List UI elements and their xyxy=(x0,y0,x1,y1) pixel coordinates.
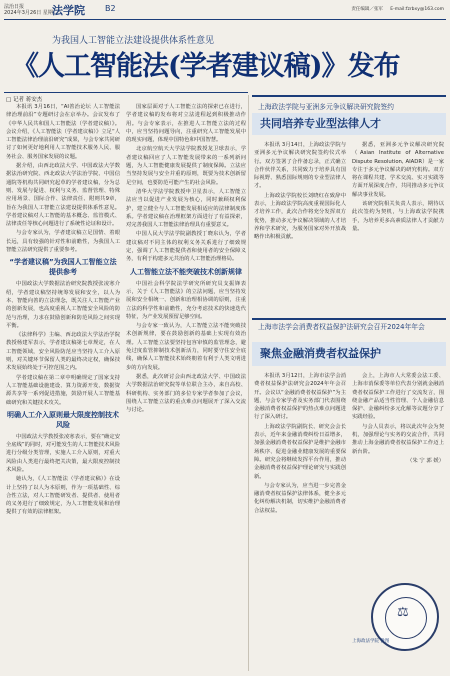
header-rule xyxy=(4,19,446,20)
paragraph: 《法律科学》主编、西北政法大学法治学院教授杨建军表示，学者建议稿第七章规定，在人工智能领域，安全风险防范应当坚持人工介入原则，对关键环节保留人类的最终决定权，确保技术发展始终处于可控范围之内。 xyxy=(6,332,120,372)
paragraph: 清华大学法学院教授申卫星表示，人工智能立法应当以促进产业发展为核心，同时兼顾权利保护，建立健全与人工智能发展相适应的法律制度体系。学者建议稿在治理框架方面进行了有益探索，对完善我国人工智能法律治理具有重要意义。 xyxy=(126,188,246,229)
paragraph: 本报讯 3月12日，上海市法学会消费者权益保护法研究会2024年年会召开。会议以“金融消费者权益保护”为主题，与会专家学者及实务部门代表围绕金融消费者权益保护的热点难点问题进行了深入研讨。 xyxy=(254,373,346,421)
logo-emblem-icon: ⚖ xyxy=(397,605,409,620)
paragraph: 与会专家一致认为，人工智能立法不能突破技术创新规律，要在鼓励创新的基础上实现有效治理。人工智能立法要坚持包容审慎的监管理念，避免过度监管抑制技术创新活力，同时要守住安全底线，确保人工智能技术始终朝着有利于人类文明进步的方向发展。 xyxy=(126,323,246,371)
main-byline: □ 记者 蒋安杰 xyxy=(6,97,43,103)
right2-title: 聚焦金融消费者权益保护 xyxy=(252,342,446,366)
paragraph: 上海政法学院副院长、研究会会长表示，近年来金融消费纠纷日益增多，加强金融消费者权益保护是维护金融市场秩序、促进金融业健康发展的重要保障。研究会将继续发挥平台作用，推动金融消费者权益保护理论研究与实践创新。 xyxy=(254,423,346,480)
page-header xyxy=(4,2,446,18)
right1-col1 xyxy=(254,141,346,311)
paragraph: 会上，上海市人大常委会法工委、上海市消保委等单位代表分别就金融消费者权益保护工作进行了交流发言，围绕金融产品适当性管理、个人金融信息保护、金融纠纷多元化解等议题分享了实践经验。 xyxy=(352,373,444,421)
paragraph: 学者建议稿在第二章中明确规定了国家支持人工智能基础设施建设、算力资源开发、数据资源共享等一系列促进措施，鼓励开展人工智能基础研究和关键技术攻关。 xyxy=(6,374,120,406)
title-rule xyxy=(4,92,248,93)
paragraph: 与会专家认为，学者建议稿立足国情、着眼长远，具有较强的针对性和前瞻性，为我国人工智能立法研究提供了重要参考。 xyxy=(6,230,120,254)
paragraph: 据悉，此次研讨会由西北政法大学、中国政法大学数据法治研究院等单位联合主办，来自高校、科研机构、实务部门的多位专家学者参加了会议，围绕人工智能立法的重点难点问题展开了深入交流与讨论。 xyxy=(126,373,246,414)
right1-title: 共同培养专业型法律人才 xyxy=(252,113,446,135)
right1-top-bar xyxy=(252,95,446,97)
paragraph: 与会人员表示，将以此次年会为契机，加强理论与实务的交流合作，共同推动上海金融消费者权益保护工作迈上新台阶。 xyxy=(352,423,444,455)
paragraph: 中国政法大学数据法治研究院教授张凌寒介绍，学者建议稿坚持统筹发展和安全，以人为本、智能向善的立法理念，既关注人工智能产业的创新发展，也高度重视人工智能安全风险的防范与治理，力求在鼓励创新和防范风险之间实现平衡。 xyxy=(6,281,120,329)
editor-label: 责任编辑／张军 xyxy=(351,7,383,12)
main-article-col1 xyxy=(6,103,120,671)
paragraph: 上海政法学院校长刘晓红在致辞中表示，上海政法学院高度重视国际化人才培养工作，此次合作将充分发挥双方优势，推动多元争议解决领域的人才培养和学术研究，为服务国家对外开放战略作出积极贡献。 xyxy=(254,192,346,241)
paragraph: 该研究院相关负责人表示，期待以此次签约为契机，与上海政法学院携手，为培养更多高素质法律人才贡献力量。 xyxy=(352,201,444,232)
header-right xyxy=(351,6,444,12)
paragraph: 中国政法大学教授张凌寒表示，要在“确定安全底线”的同时，对可能发生的人工智能技术风险进行分级分类管理，实施人工介入原则，对重大风险由人类进行最终把关决策，最大限度控制技术风险。 xyxy=(6,433,120,473)
page-number: B2 xyxy=(105,4,116,13)
section-heading: 明确人工介入原则最大限度控制技术风险 xyxy=(7,410,119,429)
paragraph: 本报讯 3月14日，上海政法学院与亚洲多元争议解决研究院签约仪式举行。双方签署了合作备忘录，正式确立合作伙伴关系，共同致力于培养具有国际视野、熟悉国际规则的专业型法律人才。 xyxy=(254,142,346,190)
author: （朱 宁 郭 媛） xyxy=(407,457,444,464)
paragraph: 与会专家认为，应当进一步完善金融消费者权益保护法律体系，健全多元化纠纷解决机制，切实维护金融消费者合法权益。 xyxy=(254,482,346,514)
paper-name-text: 法治日报 xyxy=(4,4,25,10)
right2-top-bar xyxy=(252,318,446,320)
paragraph: 她认为，《人工智能法（学者建议稿）》在设计上坚持了以人为本原则，作为一项基础性、综合性立法，对人工智能研发者、提供者、使用者的义务进行了细致规定，为人工智能发展和治理提供了有效的法律框架。 xyxy=(6,476,120,516)
right2-subtitle: 上海市法学会消费者权益保护法研究会召开2024年年会 xyxy=(258,323,425,331)
paragraph: 据介绍，由西北政法大学、中国政法大学数据法治研究院、西北政法大学法治学院、中国信通院等机构共同研究起草的学者建议稿，分为总则、发展与促进、权利与义务、监督管理、特殊应用场景、国际合作、法律责任、附则共9章，旨在为我国人工智能立法建设提供体系性意见。学者建议稿对人工智能的基本概念、监管模式、法律责任等核心问题进行了系统性论证和设计。 xyxy=(6,163,120,228)
issue-date: 2024年3月26日 星期二 xyxy=(4,10,58,16)
right1-col2 xyxy=(352,141,444,311)
section-heading: 人工智能立法不能突破技术创新规律 xyxy=(130,267,242,276)
paper-name xyxy=(4,4,58,16)
paragraph: 中国人民大学法学院副教授丁晓东认为，学者建议稿对不同主体的权利义务关系进行了细致规定，强调了人工智能提供者和使用者的安全保障义务，有利于构建多元共治的人工智能治理格局。 xyxy=(126,231,246,263)
right2-col1 xyxy=(254,372,346,670)
image-caption: 上海政法学院 供图 xyxy=(352,639,390,644)
main-title: 《人工智能法(学者建议稿)》发布 xyxy=(12,51,400,82)
editor-email: E-mail:fzrbxy@163.com xyxy=(390,7,444,12)
paragraph: 中国社会科学院法学研究所研究员支振锋表示，关于《人工智能法》的立法问题，应当坚持发展和安全相统一、创新和治理相协调的原则，注重立法的科学性和前瞻性，充分考虑技术的快速迭代特征，为产业发展预留足够空间。 xyxy=(126,280,246,320)
paragraph: 国家层面对于人工智能立法的探索已在进行，学者建议稿的发布将对立法进程起到积极推动作用。与会专家表示，在推进人工智能立法的过程中，应当坚持问题导向，注重研究人工智能发展中的现实问题，体现中国特色和中国智慧。 xyxy=(126,104,246,144)
paragraph: 据悉，亚洲多元争议解决研究院（Asian Institute of Alternative Dispute Resolution, AIADR）是一家专注于多元争议解决的研究机构。双方将在课程共建、学术交流、实习实践等方面开展深度合作，共同推动多元争议解决事业发展。 xyxy=(352,142,444,198)
section-heading: “学者建议稿”为我国人工智能立法提供参考 xyxy=(9,258,117,277)
right1-subtitle: 上海政法学院与亚洲多元争议解决研究院签约 xyxy=(258,103,394,111)
right2-col2 xyxy=(352,372,444,572)
main-article-col2 xyxy=(126,103,246,671)
section-name: 法学院 xyxy=(52,4,85,17)
column-divider xyxy=(248,95,249,671)
paragraph: 北京航空航天大学法学院教授龙卫球表示，学者建议稿回应了人工智能发展带来的一系列新问题，为人工智能健康发展提供了制度保障。立法应当坚持发展与安全并重的原则，既要为技术创新留足空间，也要防范可能产生的社会风险。 xyxy=(126,146,246,186)
paragraph: 本报讯 3月16日，“AI善治论坛 人工智能法律治理前沿”专题研讨会在京举办。会议发布了《中华人民共和国人工智能法（学者建议稿）》。会议介绍，《人工智能法（学者建议稿）》立足“人工智能法律治理前沿研究”成果，与会专家共同研讨了如何更好地利用人工智能技术服务人民、服务社会、服务国家发展的议题。 xyxy=(6,104,120,160)
main-subtitle: 为我国人工智能立法建设提供体系性意见 xyxy=(52,36,215,46)
